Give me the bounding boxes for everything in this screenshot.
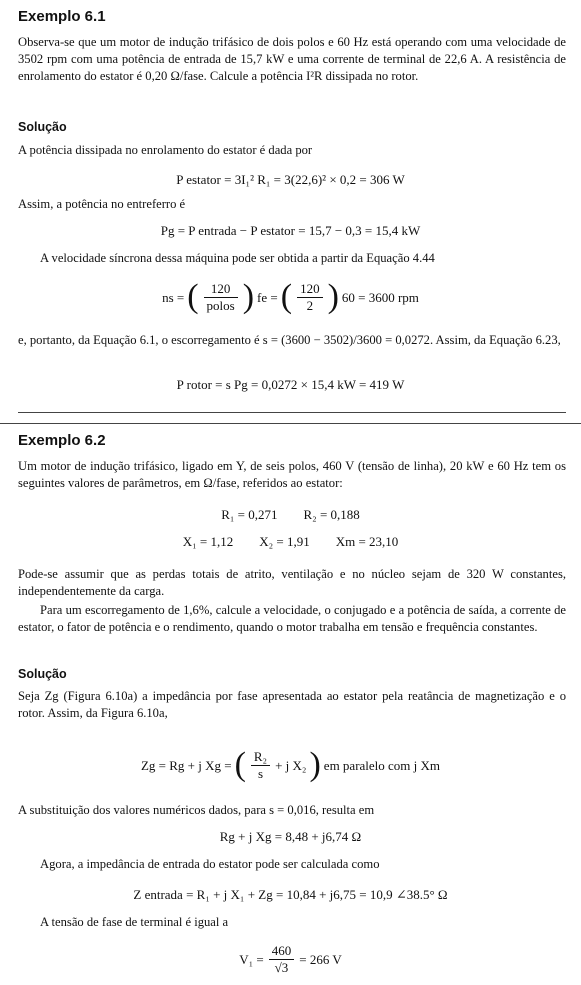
example-6-1-text-4: e, portanto, da Equação 6.1, o escorregamento é s = (3600 − 3502)/3600 = 0,0272. Assim, da Equação 6.23, [18, 333, 561, 347]
fraction-120-2 [297, 281, 323, 314]
example-6-2-title: Exemplo 6.2 [18, 432, 106, 449]
fraction-numerator: 460 [269, 943, 295, 960]
section-divider [18, 412, 566, 413]
example-6-1-eq-rotor-power: P rotor = s Pg = 0,0272 × 15,4 kW = 419 W [176, 377, 405, 392]
example-6-2-text-1: Seja Zg (Figura 6.10a) a impedância por fase apresentada ao estator pela reatância de magnetização e o rotor. Assim, da Figura 6.10a, [18, 689, 566, 720]
example-6-2-losses: Pode-se assumir que as perdas totais de atrito, ventilação e no núcleo sejam de 320 W constantes, independentemente da carga. [18, 567, 566, 598]
eq-zg-lhs: Zg = Rg + j Xg = [140, 757, 232, 773]
eq-v-lhs: V₁ = [239, 951, 264, 967]
fraction-numerator: R₂ [251, 749, 270, 766]
eq3-lhs: ns = [162, 289, 185, 305]
fraction-460-sqrt3 [269, 943, 295, 976]
eq-v-rhs: = 266 V [299, 951, 342, 967]
fraction-denominator: polos [206, 297, 235, 313]
example-6-1-eq-sync-speed [0, 274, 581, 320]
left-paren: ( [280, 278, 293, 315]
example-6-2-problem: Um motor de indução trifásico, ligado em Y, de seis polos, 460 V (tensão de linha), 20 kW e 60 Hz tem os seguintes valores de parâmetros, em Ω/fase, referidos ao estator: [18, 459, 566, 490]
eq3-mid: fe = [257, 289, 278, 305]
example-6-2-params-r: R₁ = 0,271 R₂ = 0,188 [221, 507, 360, 522]
fraction-denominator: √3 [274, 959, 289, 975]
fraction-numerator: 120 [204, 281, 238, 298]
left-paren: ( [187, 278, 199, 315]
example-6-2-task: Para um escorregamento de 1,6%, calcule a velocidade, o conjugado e a potência de saída, a corrente de estator, o fator de potência e o rendimento, quando o motor trabalha em tensão e frequência constantes. [18, 603, 566, 634]
fraction-r2-s [251, 749, 270, 782]
example-6-1-title: Exemplo 6.1 [18, 8, 106, 25]
example-6-1-solution-label: Solução [18, 120, 67, 134]
example-6-2-eq-zin: Z entrada = R₁ + j X₁ + Zg = 10,84 + j6,75 = 10,9 ∠38.5° Ω [133, 887, 448, 902]
left-paren: ( [234, 746, 246, 783]
example-6-2-eq-zg [0, 742, 581, 788]
example-6-2-text-2: A substituição dos valores numéricos dados, para s = 0,016, resulta em [18, 803, 375, 817]
example-6-2-text-4: A tensão de fase de terminal é igual a [40, 915, 229, 929]
example-6-1-text-2: Assim, a potência no entreferro é [18, 197, 186, 211]
right-paren: ) [242, 278, 255, 315]
right-paren: ) [327, 278, 339, 315]
example-6-2-eq-v1 [0, 938, 581, 980]
example-6-2-text-3: Agora, a impedância de entrada do estator pode ser calculada como [40, 857, 380, 871]
example-6-2-eq-rg: Rg + j Xg = 8,48 + j6,74 Ω [219, 829, 362, 844]
fraction-denominator: s [257, 765, 264, 781]
example-6-1-problem: Observa-se que um motor de indução trifásico de dois polos e 60 Hz está operando com uma velocidade de 3502 rpm com uma potência de entrada de 15,7 kW e uma corrente de terminal de 22,6 A. A resistência de enrolamento do estator é 0,20 Ω/fase. Calcule a potência I²R dissipada no rotor. [18, 35, 566, 83]
example-6-1-eq-airgap-power: Pg = P entrada − P estator = 15,7 − 0,3 = 15,4 kW [160, 223, 421, 238]
eq-zg-mid: + j X₂ [275, 757, 307, 773]
fraction-denominator: 2 [306, 297, 314, 313]
right-paren: ) [309, 746, 321, 783]
eq3-rhs: 60 = 3600 rpm [341, 289, 419, 305]
example-6-1-text-1: A potência dissipada no enrolamento do estator é dada por [18, 143, 313, 157]
eq-zg-rhs: em paralelo com j Xm [323, 757, 441, 773]
section-divider [0, 423, 581, 424]
example-6-2-solution-label: Solução [18, 667, 67, 681]
example-6-2-params-x: X₁ = 1,12 X₂ = 1,91 Xm = 23,10 [182, 534, 399, 549]
example-6-1-eq-stator-power: P estator = 3I₁² R₁ = 3(22,6)² × 0,2 = 306 W [176, 172, 405, 187]
fraction-numerator: 120 [297, 281, 323, 298]
example-6-1-text-3: A velocidade síncrona dessa máquina pode ser obtida a partir da Equação 4.44 [40, 251, 435, 265]
fraction-120-polos [204, 281, 238, 314]
